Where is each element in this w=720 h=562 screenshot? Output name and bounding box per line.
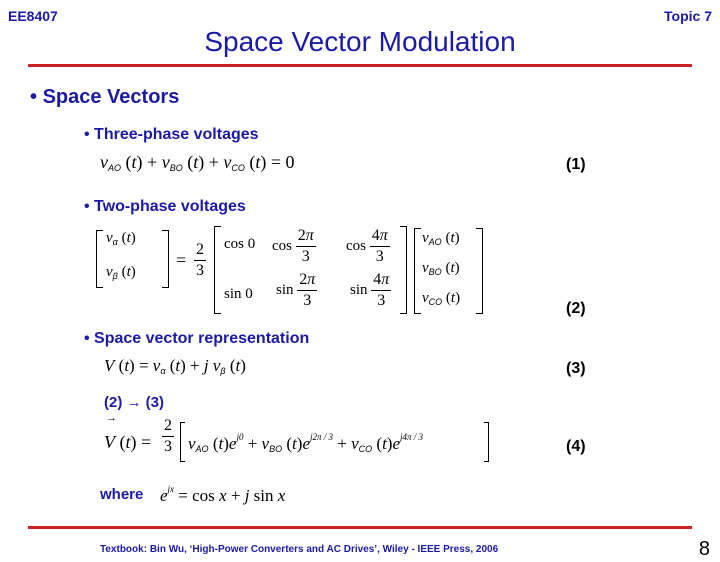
euler-formula: $e^{jx} = \cos x + j$ sin x <box>160 484 286 505</box>
eq-number-3: (3) <box>566 360 586 377</box>
equals-sign: = <box>176 250 187 270</box>
right-vector-bracket-close <box>476 228 483 314</box>
bullet: • <box>30 86 38 108</box>
m13: cos $\frac{4\pi}{3}$ <box>346 227 388 265</box>
where-label: where <box>100 486 144 503</box>
step-label: (2) → (3) <box>104 394 164 411</box>
v-co: $v_{CO}$ (t) <box>422 290 461 307</box>
matrix-bracket-close <box>400 226 407 314</box>
m22: sin $\frac{2\pi}{3}$ <box>276 271 316 309</box>
eq-number-4: (4) <box>566 438 586 455</box>
item-two-phase: • Two-phase voltages <box>84 198 246 215</box>
citation: Textbook: Bin Wu, ‘High-Power Converters and AC Drives’, Wiley - IEEE Press, 2006 <box>100 544 499 555</box>
eq-number-1: (1) <box>566 156 586 173</box>
m23: sin $\frac{4\pi}{3}$ <box>350 271 390 309</box>
course-code: EE8407 <box>8 8 58 24</box>
topic-label: Topic 7 <box>664 8 712 24</box>
page-number: 8 <box>698 538 710 560</box>
equation-1: $v_{AO}$ $(t) + v_{BO}$ $(t) + v_{CO}$ (t) = 0 <box>100 152 295 173</box>
item-space-vector: • Space vector representation <box>84 330 310 347</box>
equation-2 <box>92 226 562 318</box>
m12: cos $\frac{2\pi}{3}$ <box>272 227 314 265</box>
vector-arrow: → <box>106 412 117 424</box>
v-ao: $v_{AO}$ (t) <box>422 230 460 247</box>
left-vector-bracket-open <box>96 230 103 288</box>
equation-3: V $(t) = v_\alpha$ (t) + j $v_\beta$ (t) <box>104 356 246 376</box>
eq-number-2: (2) <box>566 300 586 317</box>
v-alpha: $v_\alpha$ (t) <box>106 230 136 247</box>
header-divider <box>28 64 692 67</box>
left-vector-bracket-close <box>162 230 169 288</box>
matrix-bracket-open <box>214 226 221 314</box>
two-thirds: $\frac{2}{3}$ <box>196 241 204 279</box>
m11: cos 0 <box>224 236 256 252</box>
v-beta: $v_\beta$ (t) <box>106 264 136 281</box>
right-vector-bracket-open <box>414 228 421 314</box>
section-heading <box>30 86 179 109</box>
item-three-phase: • Three-phase voltages <box>84 126 259 143</box>
section-heading-text: Space Vectors <box>42 86 180 108</box>
v-bo: $v_{BO}$ (t) <box>422 260 460 277</box>
footer-divider <box>28 526 692 529</box>
m21: sin 0 <box>224 286 253 302</box>
slide-title: Space Vector Modulation <box>204 26 516 57</box>
